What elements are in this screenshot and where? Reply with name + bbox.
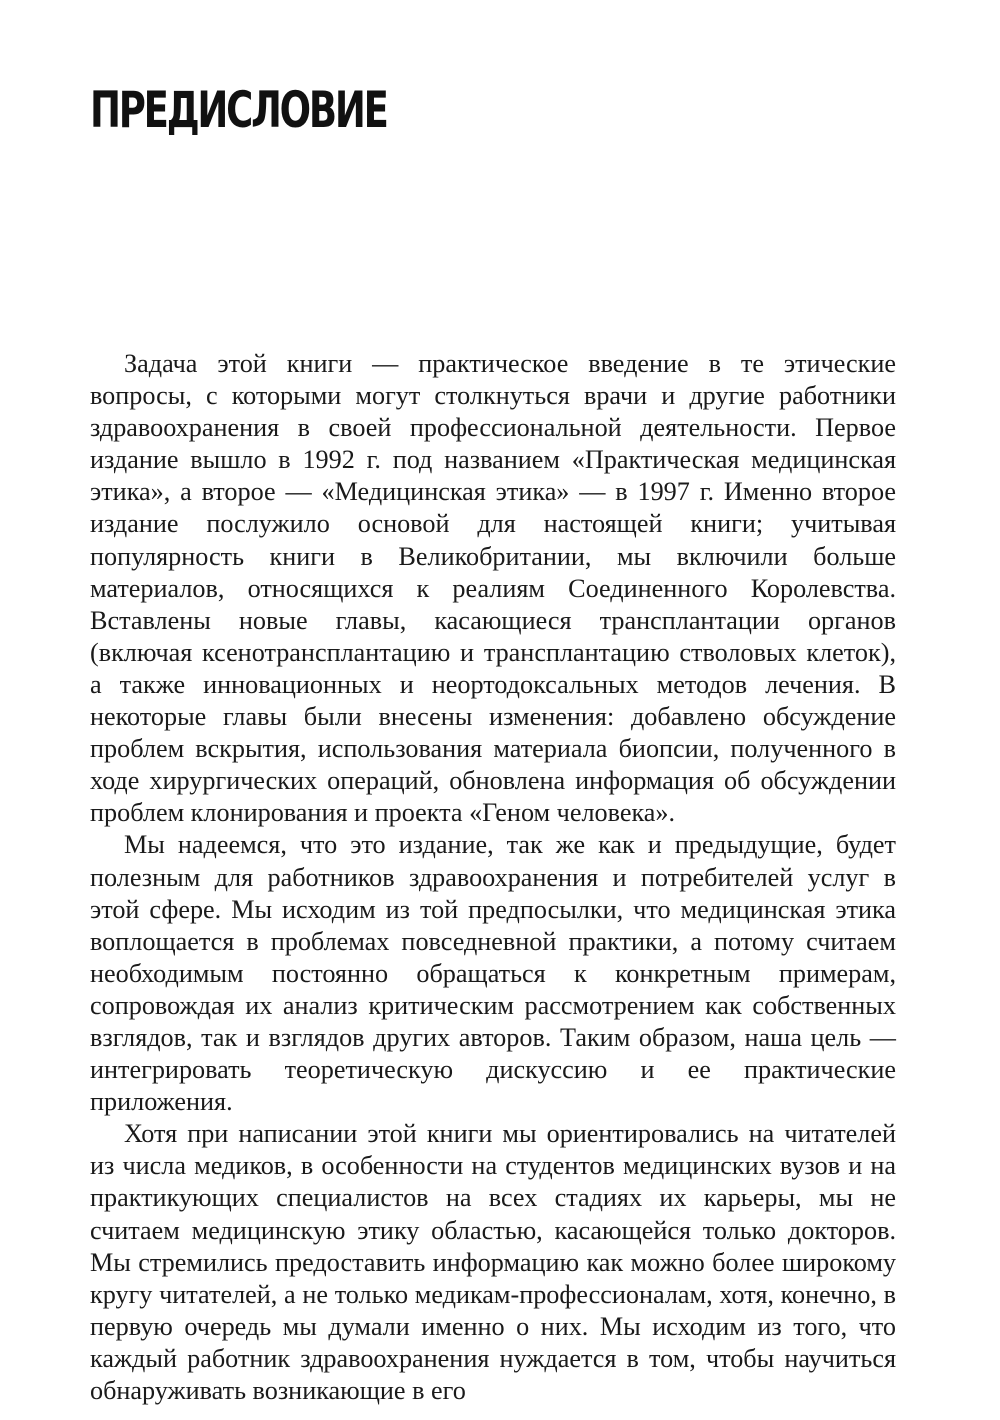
- paragraph: Мы надеемся, что это издание, так же как и предыдущие, будет полезным для работников здравоохранения и потребителей услуг в этой сфере. Мы исходим из той предпосылки, что медицинская этика воплощается в проблемах повседневной практики, а потому считаем необходимым постоянно обращаться к конкретным примерам, сопровождая их анализ критическим рассмотрением как собственных взглядов, так и взглядов других авторов. Таким образом, наша цель — интегрировать теоретическую дискуссию и ее практические приложения.: [90, 830, 896, 1117]
- body-text: [90, 348, 896, 1407]
- chapter-title: ПРЕДИСЛОВИЕ: [90, 81, 387, 139]
- paragraph: Хотя при написании этой книги мы ориентировались на читателей из числа медиков, в особенности на студентов медицинских вузов и на практикующих специалистов на всех стадиях их карьеры, мы не считаем медицинскую этику областью, касающейся только докторов. Мы стремились предоставить информацию как можно более широкому кругу читателей, а не только медикам-профессионалам, хотя, конечно, в первую очередь мы думали именно о них. Мы исходим из того, что каждый работник здравоохранения нуждается в том, чтобы научиться обнаруживать возникающие в его: [90, 1119, 896, 1405]
- paragraph: Задача этой книги — практическое введение в те этические вопросы, с которыми могут столкнуться врачи и другие работники здравоохранения в своей профессиональной деятельности. Первое издание вышло в 1992 г. под названием «Практическая медицинская этика», а второе — «Медицинская этика» — в 1997 г. Именно второе издание послужило основой для настоящей книги; учитывая популярность книги в Великобритании, мы включили больше материалов, относящихся к реалиям Соединенного Королевства. Вставлены новые главы, касающиеся трансплантации органов (включая ксенотрансплантацию и трансплантацию стволовых клеток), а также инновационных и неортодоксальных методов лечения. В некоторые главы были внесены изменения: добавлено обсуждение проблем вскрытия, использования материала биопсии, полученного в ходе хирургических операций, обновлена информация об обсуждении проблем клонирования и проекта «Геном человека».: [90, 349, 896, 828]
